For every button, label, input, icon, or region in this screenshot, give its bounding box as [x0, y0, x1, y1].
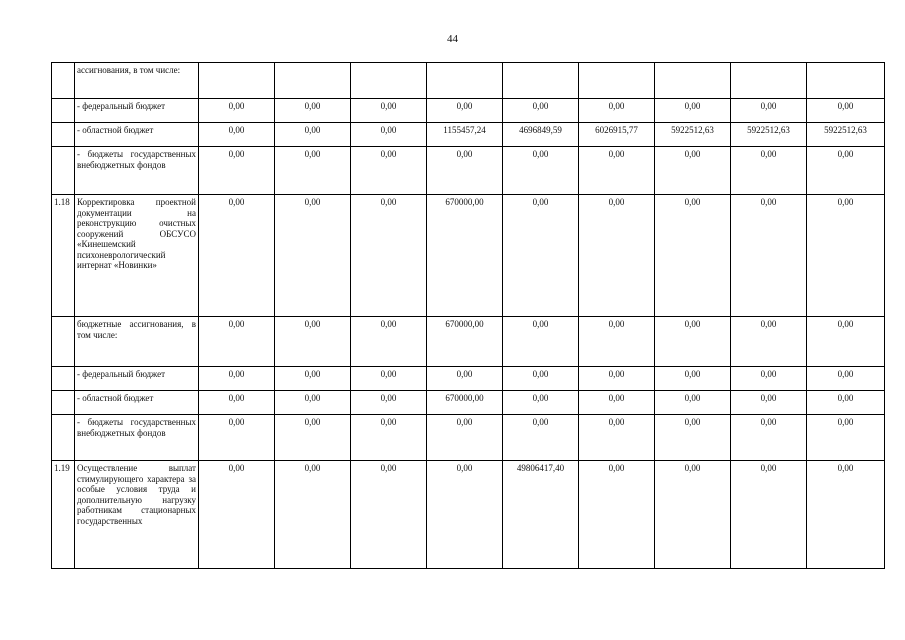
value-cell	[275, 63, 351, 99]
value-cell: 0,00	[427, 367, 503, 391]
value-cell: 0,00	[579, 99, 655, 123]
value-cell	[807, 63, 885, 99]
value-cell	[655, 63, 731, 99]
value-cell	[351, 63, 427, 99]
value-cell: 0,00	[655, 147, 731, 195]
value-cell: 0,00	[579, 195, 655, 317]
value-cell: 0,00	[579, 461, 655, 569]
value-cell: 0,00	[655, 367, 731, 391]
value-cell: 0,00	[199, 123, 275, 147]
row-number	[52, 147, 75, 195]
value-cell: 0,00	[655, 99, 731, 123]
value-cell: 0,00	[503, 391, 579, 415]
value-cell: 0,00	[655, 317, 731, 367]
value-cell: 0,00	[275, 147, 351, 195]
table-row	[52, 63, 885, 99]
value-cell: 0,00	[351, 195, 427, 317]
value-cell: 0,00	[199, 415, 275, 461]
value-cell: 0,00	[351, 367, 427, 391]
value-cell: 0,00	[351, 415, 427, 461]
value-cell: 0,00	[503, 195, 579, 317]
value-cell: 0,00	[731, 317, 807, 367]
value-cell: 0,00	[199, 367, 275, 391]
row-description: - федеральный бюджет	[75, 99, 199, 123]
row-description: ассигнования, в том числе:	[75, 63, 199, 99]
value-cell: 0,00	[199, 317, 275, 367]
table-row	[52, 391, 885, 415]
value-cell: 0,00	[199, 147, 275, 195]
value-cell: 0,00	[351, 99, 427, 123]
value-cell: 1155457,24	[427, 123, 503, 147]
value-cell: 0,00	[275, 317, 351, 367]
value-cell: 0,00	[579, 415, 655, 461]
table-row	[52, 99, 885, 123]
value-cell: 0,00	[199, 461, 275, 569]
value-cell: 0,00	[351, 391, 427, 415]
row-number	[52, 123, 75, 147]
row-description: Осуществление выплат стимулирующего характера за особые условия труда и дополнительную нагрузку работникам стационарных государственных	[75, 461, 199, 569]
value-cell: 0,00	[731, 367, 807, 391]
value-cell	[503, 63, 579, 99]
value-cell: 0,00	[275, 99, 351, 123]
value-cell: 670000,00	[427, 391, 503, 415]
value-cell: 49806417,40	[503, 461, 579, 569]
row-number: 1.18	[52, 195, 75, 317]
value-cell: 4696849,59	[503, 123, 579, 147]
table-row	[52, 147, 885, 195]
value-cell: 0,00	[807, 391, 885, 415]
table-row	[52, 123, 885, 147]
value-cell: 0,00	[655, 415, 731, 461]
table-row	[52, 317, 885, 367]
value-cell: 0,00	[655, 461, 731, 569]
value-cell: 0,00	[731, 147, 807, 195]
value-cell: 0,00	[503, 415, 579, 461]
value-cell: 0,00	[503, 317, 579, 367]
value-cell: 0,00	[199, 391, 275, 415]
value-cell	[731, 63, 807, 99]
value-cell: 0,00	[731, 415, 807, 461]
value-cell: 0,00	[503, 367, 579, 391]
value-cell: 0,00	[427, 99, 503, 123]
value-cell: 670000,00	[427, 195, 503, 317]
row-number	[52, 415, 75, 461]
value-cell: 0,00	[503, 147, 579, 195]
row-description: - федеральный бюджет	[75, 367, 199, 391]
value-cell: 0,00	[275, 461, 351, 569]
row-description: - областной бюджет	[75, 391, 199, 415]
value-cell: 0,00	[351, 317, 427, 367]
value-cell: 0,00	[579, 317, 655, 367]
value-cell: 0,00	[579, 367, 655, 391]
table-row	[52, 367, 885, 391]
table-row	[52, 195, 885, 317]
row-number	[52, 63, 75, 99]
budget-table	[51, 62, 885, 569]
value-cell: 0,00	[807, 367, 885, 391]
row-description: - бюджеты государственных внебюджетных фондов	[75, 147, 199, 195]
table-row	[52, 415, 885, 461]
value-cell: 0,00	[275, 367, 351, 391]
value-cell: 0,00	[655, 391, 731, 415]
value-cell: 0,00	[275, 391, 351, 415]
value-cell: 0,00	[199, 195, 275, 317]
row-number	[52, 317, 75, 367]
value-cell: 0,00	[351, 461, 427, 569]
value-cell: 0,00	[731, 195, 807, 317]
value-cell: 0,00	[731, 461, 807, 569]
value-cell	[579, 63, 655, 99]
value-cell: 0,00	[655, 195, 731, 317]
value-cell: 0,00	[427, 415, 503, 461]
row-description: бюджетные ассигнования, в том числе:	[75, 317, 199, 367]
row-number: 1.19	[52, 461, 75, 569]
value-cell: 0,00	[807, 317, 885, 367]
row-number	[52, 367, 75, 391]
value-cell: 0,00	[731, 391, 807, 415]
value-cell: 0,00	[807, 461, 885, 569]
value-cell: 0,00	[427, 147, 503, 195]
value-cell: 0,00	[275, 415, 351, 461]
value-cell: 0,00	[807, 195, 885, 317]
value-cell: 0,00	[275, 195, 351, 317]
value-cell: 0,00	[807, 415, 885, 461]
row-number	[52, 99, 75, 123]
value-cell: 0,00	[807, 147, 885, 195]
row-number	[52, 391, 75, 415]
value-cell	[427, 63, 503, 99]
value-cell: 670000,00	[427, 317, 503, 367]
row-description: - областной бюджет	[75, 123, 199, 147]
value-cell: 0,00	[807, 99, 885, 123]
value-cell: 0,00	[351, 123, 427, 147]
value-cell: 0,00	[427, 461, 503, 569]
value-cell: 0,00	[579, 391, 655, 415]
page-number: 44	[447, 33, 458, 45]
value-cell: 0,00	[579, 147, 655, 195]
value-cell: 0,00	[351, 147, 427, 195]
value-cell	[199, 63, 275, 99]
value-cell: 0,00	[199, 99, 275, 123]
value-cell: 0,00	[731, 99, 807, 123]
value-cell: 5922512,63	[655, 123, 731, 147]
value-cell: 6026915,77	[579, 123, 655, 147]
value-cell: 0,00	[503, 99, 579, 123]
row-description: Корректировка проектной документации на реконструкцию очистных сооружений ОБСУСО «Кинешемский психоневрологический интернат «Новинки»	[75, 195, 199, 317]
row-description: - бюджеты государственных внебюджетных фондов	[75, 415, 199, 461]
table-row	[52, 461, 885, 569]
value-cell: 5922512,63	[807, 123, 885, 147]
value-cell: 5922512,63	[731, 123, 807, 147]
value-cell: 0,00	[275, 123, 351, 147]
